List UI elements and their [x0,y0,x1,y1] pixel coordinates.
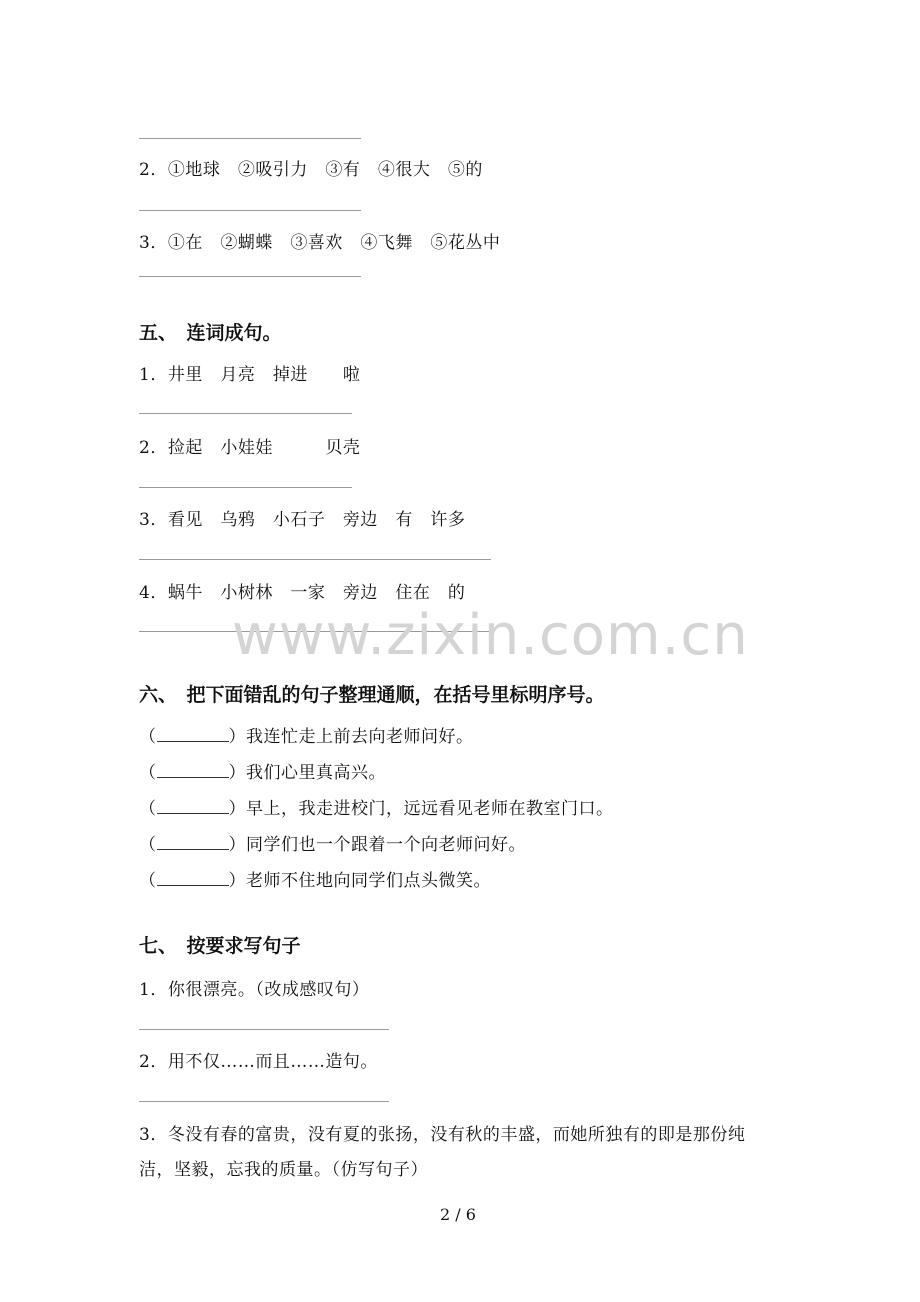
answer-blank[interactable] [157,834,229,850]
close-paren: ） [228,727,246,747]
open-paren: （ [139,835,157,855]
section-title: 六、 把下面错乱的句子整理通顺，在括号里标明序号。 [139,684,605,706]
close-paren: ） [228,835,246,855]
sentence-text: 早上，我走进校门，远远看见老师在教室门口。 [246,799,614,819]
close-paren: ） [228,799,246,819]
question-item: 1．你很漂亮。（改成感叹句） [139,980,370,1000]
answer-line [139,413,352,414]
sentence-text: 同学们也一个跟着一个向老师问好。 [246,835,526,855]
question-item: 2．①地球 ②吸引力 ③有 ④很大 ⑤的 [139,160,483,180]
answer-line [139,1029,389,1030]
ordering-item [139,794,614,819]
page-number: 2 / 6 [440,1205,476,1224]
sentence-text: 我连忙走上前去向老师问好。 [246,727,474,747]
question-item: 4．蜗牛 小树林 一家 旁边 住在 的 [139,583,466,603]
question-item: 3．冬没有春的富贵，没有夏的张扬，没有秋的丰盛，而她所独有的即是那份纯 [139,1125,746,1145]
answer-blank[interactable] [157,870,229,886]
section-title: 五、 连词成句。 [139,322,282,344]
section-title: 七、 按要求写句子 [139,935,301,957]
watermark: www.zixin.com.cn [232,603,749,668]
answer-line [139,1101,389,1102]
open-paren: （ [139,871,157,891]
question-item: 2．用不仅……而且……造句。 [139,1052,378,1072]
question-item-continuation: 洁，坚毅，忘我的质量。（仿写句子） [139,1160,428,1180]
answer-blank[interactable] [157,798,229,814]
answer-line [139,276,361,277]
question-item: 3．①在 ②蝴蝶 ③喜欢 ④飞舞 ⑤花丛中 [139,233,501,253]
ordering-item [139,758,386,783]
answer-line [139,559,491,560]
close-paren: ） [228,871,246,891]
ordering-item [139,830,526,855]
answer-line [139,210,361,211]
answer-line [139,487,352,488]
sentence-text: 我们心里真高兴。 [246,763,386,783]
answer-blank[interactable] [157,726,229,742]
question-item: 2．捡起 小娃娃 贝壳 [139,438,361,458]
open-paren: （ [139,727,157,747]
question-item: 1．井里 月亮 掉进 啦 [139,365,361,385]
open-paren: （ [139,763,157,783]
ordering-item [139,866,491,891]
answer-line [139,138,361,139]
answer-blank[interactable] [157,762,229,778]
sentence-text: 老师不住地向同学们点头微笑。 [246,871,491,891]
ordering-item [139,722,474,747]
open-paren: （ [139,799,157,819]
question-item: 3．看见 乌鸦 小石子 旁边 有 许多 [139,510,466,530]
close-paren: ） [228,763,246,783]
